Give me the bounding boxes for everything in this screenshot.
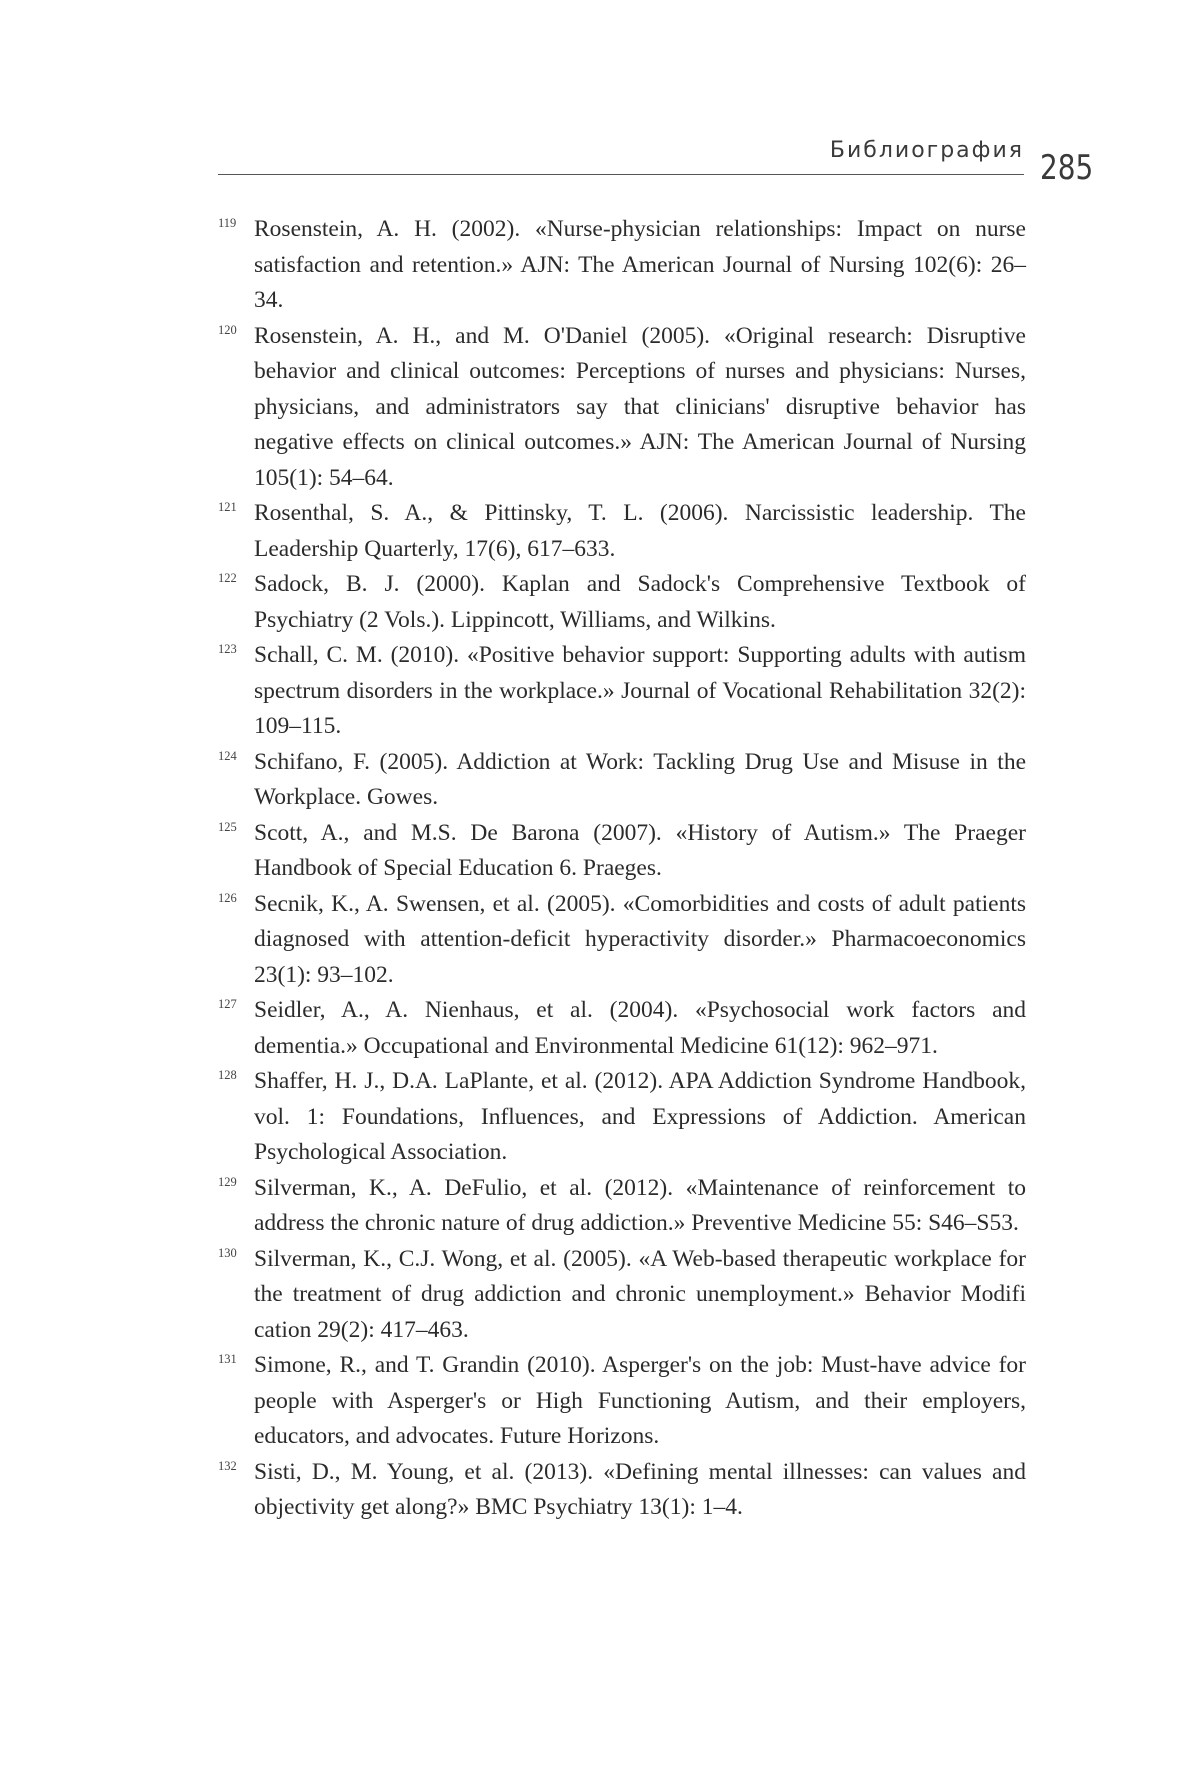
- reference-item: [218, 567, 1026, 638]
- reference-item: [218, 745, 1026, 816]
- reference-text: Seidler, A., A. Nienhaus, et al. (2004). «Psychosocial work factors and dementia.» Occupational and Environmental Medicine 61(12): 962–971.: [254, 997, 1026, 1059]
- reference-item: [218, 319, 1026, 497]
- running-header: [218, 136, 1024, 175]
- reference-text: Rosenstein, A. H. (2002). «Nurse-physician relationships: Impact on nurse satisfaction and retention.» AJN: The American Journal of Nursing 102(6): 26–34.: [254, 216, 1026, 313]
- reference-text: Schifano, F. (2005). Addiction at Work: Tackling Drug Use and Misuse in the Workplace. Gowes.: [254, 748, 1026, 810]
- reference-text: Shaffer, H. J., D.A. LaPlante, et al. (2012). APA Addiction Syndrome Handbook, vol. 1: Foundations, Influences, and Expressions of Addiction. American Psychological Association.: [254, 1068, 1026, 1165]
- reference-item: [218, 1171, 1026, 1242]
- reference-number: 128: [218, 1068, 237, 1082]
- reference-text: Sadock, B. J. (2000). Kaplan and Sadock's Comprehensive Textbook of Psychiatry (2 Vols.). Lippincott, Williams, and Wilkins.: [254, 571, 1026, 633]
- reference-text: Silverman, K., C.J. Wong, et al. (2005). «A Web-based therapeutic workplace for the treatment of drug addiction and chronic unemployment.» Behavior Modifi cation 29(2): 417–463.: [254, 1245, 1026, 1343]
- reference-number: 120: [218, 322, 237, 337]
- reference-item: [218, 1242, 1026, 1349]
- reference-item: [218, 993, 1026, 1064]
- reference-number: 119: [218, 216, 237, 230]
- reference-list: [218, 212, 1026, 1526]
- section-title: Библиография: [829, 138, 1024, 163]
- reference-item: [218, 1348, 1026, 1455]
- reference-item: [218, 1455, 1026, 1526]
- reference-number: 129: [218, 1174, 237, 1189]
- reference-number: 122: [218, 571, 237, 585]
- reference-item: [218, 1064, 1026, 1171]
- reference-number: 123: [218, 642, 237, 656]
- reference-item: [218, 496, 1026, 567]
- reference-item: [218, 887, 1026, 994]
- reference-number: 124: [218, 748, 237, 763]
- reference-item: [218, 816, 1026, 887]
- reference-text: Simone, R., and T. Grandin (2010). Asperger's on the job: Must-have advice for people with Asperger's or High Functioning Autism, and their employers, educators, and advocates. Future Horizons.: [254, 1352, 1026, 1449]
- reference-number: 121: [218, 500, 237, 514]
- page-number: 285: [1040, 148, 1094, 188]
- reference-item: [218, 212, 1026, 319]
- reference-text: Rosenthal, S. A., & Pittinsky, T. L. (2006). Narcissistic leadership. The Leadership Quarterly, 17(6), 617–633.: [254, 500, 1026, 562]
- reference-number: 132: [218, 1458, 237, 1473]
- reference-text: Silverman, K., A. DeFulio, et al. (2012). «Maintenance of reinforcement to address the chronic nature of drug addiction.» Preventive Medicine 55: S46–S53.: [254, 1174, 1026, 1236]
- reference-number: 131: [218, 1352, 237, 1366]
- reference-number: 126: [218, 890, 237, 905]
- reference-number: 125: [218, 819, 237, 834]
- reference-number: 130: [218, 1245, 237, 1260]
- reference-number: 127: [218, 997, 237, 1011]
- reference-text: Rosenstein, A. H., and M. O'Daniel (2005). «Original research: Disruptive behavior and clinical outcomes: Perceptions of nurses and physicians: Nurses, physicians, and administrators say that clinicians' disruptive behavior has negative effects on clinical outcomes.» AJN: The American Journal of Nursing 105(1): 54–64.: [254, 322, 1026, 491]
- reference-text: Scott, A., and M.S. De Barona (2007). «History of Autism.» The Praeger Handbook of Special Education 6. Praeges.: [254, 819, 1026, 881]
- reference-text: Secnik, K., A. Swensen, et al. (2005). «Comorbidities and costs of adult patients diagnosed with attention-deficit hyperactivity disorder.» Pharmacoeconomics 23(1): 93–102.: [254, 890, 1026, 988]
- reference-item: [218, 638, 1026, 745]
- reference-text: Sisti, D., M. Young, et al. (2013). «Defining mental illnesses: can values and objectivity get along?» BMC Psychiatry 13(1): 1–4.: [254, 1458, 1026, 1520]
- reference-text: Schall, C. M. (2010). «Positive behavior support: Supporting adults with autism spectrum disorders in the workplace.» Journal of Vocational Rehabilitation 32(2): 109–115.: [254, 642, 1026, 739]
